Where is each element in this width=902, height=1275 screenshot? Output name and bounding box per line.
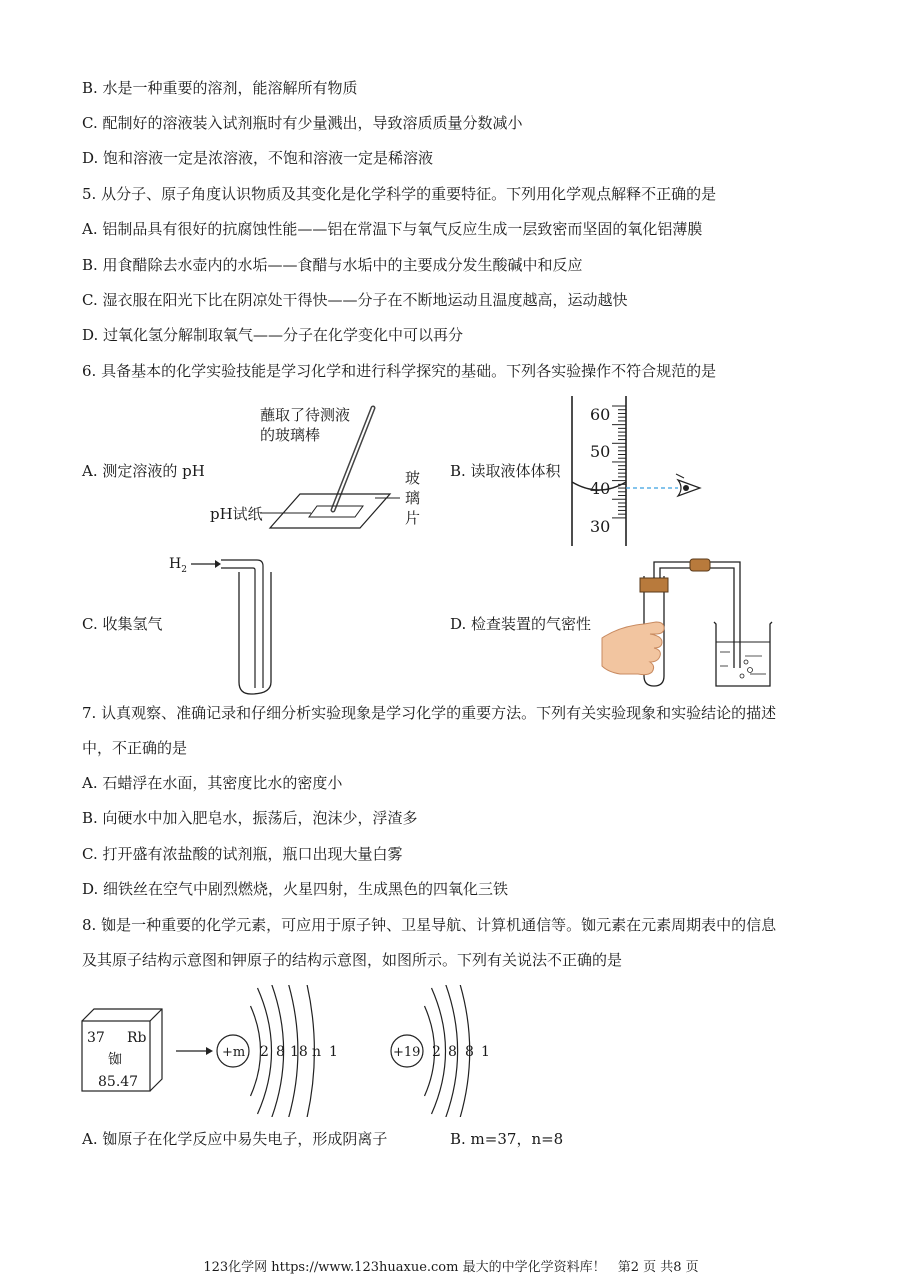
- footer-site: 123化学网 https://www.123huaxue.com 最大的中学化学资料库！: [203, 1260, 606, 1275]
- element-card: [82, 1009, 162, 1091]
- q8-option-b: B. m=37，n=8: [450, 1130, 564, 1148]
- arrow-icon: [215, 560, 221, 568]
- airtightness-figure: [600, 556, 780, 696]
- rod-label-2: 的玻璃棒: [260, 426, 321, 444]
- glass-label-3: 片: [405, 509, 421, 527]
- bubble: [748, 668, 753, 673]
- q4-option-c: C. 配制好的溶液装入试剂瓶时有少量溅出，导致溶质质量分数减小: [82, 114, 523, 132]
- q5-option-a: A. 铝制品具有很好的抗腐蚀性能——铝在常温下与氧气反应生成一层致密而坚固的氧化铝薄膜: [82, 220, 703, 238]
- rb-shell-3-count: 18: [290, 1044, 308, 1060]
- rb-nucleus-charge: +m: [222, 1045, 246, 1060]
- tick-60: 60: [590, 405, 611, 424]
- eye-icon: [676, 474, 700, 496]
- q8-option-a: A. 铷原子在化学反应中易失电子，形成阴离子: [82, 1130, 388, 1148]
- bubble: [740, 674, 744, 678]
- ph-test-figure: [205, 398, 435, 538]
- atomic-structure-figure: [80, 985, 520, 1117]
- page-footer: [0, 1256, 902, 1275]
- stopper: [640, 578, 668, 592]
- q7-stem-line-1: 7. 认真观察、准确记录和仔细分析实验现象是学习化学的重要方法。下列有关实验现象和实验结论的描述: [82, 704, 777, 722]
- rubber-connector: [690, 559, 710, 571]
- q5-option-b: B. 用食醋除去水壶内的水垢——食醋与水垢中的主要成分发生酸碱中和反应: [82, 256, 583, 274]
- rb-shell-1-count: 2: [260, 1044, 269, 1060]
- q7-option-a: A. 石蜡浮在水面，其密度比水的密度小: [82, 774, 343, 792]
- k-nucleus-charge: +19: [393, 1045, 421, 1060]
- ph-paper-label: pH试纸: [210, 505, 263, 523]
- tick-40: 40: [590, 479, 611, 498]
- delivery-tube: [221, 560, 263, 688]
- q5-stem: 5. 从分子、原子角度认识物质及其变化是化学科学的重要特征。下列用化学观点解释不正确的是: [82, 185, 717, 203]
- q6-option-c: C. 收集氢气: [82, 615, 163, 633]
- rb-shell-2-count: 8: [276, 1044, 285, 1060]
- q6-stem: 6. 具备基本的化学实验技能是学习化学和进行科学探究的基础。下列各实验操作不符合规范的是: [82, 362, 717, 380]
- element-symbol: Rb: [127, 1030, 147, 1046]
- glass-label-1: 玻: [405, 469, 421, 487]
- tick-30: 30: [590, 517, 611, 536]
- q7-option-b: B. 向硬水中加入肥皂水，振荡后，泡沫少，浮渣多: [82, 809, 418, 827]
- rod-label-1: 蘸取了待测液: [260, 406, 351, 424]
- electron-shell-arc: [251, 1006, 261, 1096]
- q5-option-c: C. 湿衣服在阳光下比在阴凉处干得快——分子在不断地运动且温度越高，运动越快: [82, 291, 628, 309]
- q7-option-c: C. 打开盛有浓盐酸的试剂瓶，瓶口出现大量白雾: [82, 845, 403, 863]
- bubble: [744, 660, 748, 664]
- atomic-mass: 85.47: [98, 1074, 139, 1090]
- q4-option-b: B. 水是一种重要的溶剂，能溶解所有物质: [82, 79, 358, 97]
- beaker: [714, 622, 772, 686]
- footer-page-number: 第2 页 共8 页: [617, 1260, 699, 1275]
- hydrogen-collection-figure: [165, 550, 285, 695]
- glass-label-2: 璃: [405, 489, 421, 507]
- hand-icon: [602, 622, 664, 675]
- q6-option-b: B. 读取液体体积: [450, 462, 561, 480]
- q6-option-d: D. 检查装置的气密性: [450, 615, 592, 633]
- q5-option-d: D. 过氧化氢分解制取氧气——分子在化学变化中可以再分: [82, 326, 464, 344]
- q7-stem-line-2: 中，不正确的是: [82, 739, 188, 757]
- k-shell-4-count: 1: [481, 1044, 490, 1060]
- atomic-number: 37: [87, 1030, 105, 1046]
- element-name: 铷: [108, 1052, 122, 1068]
- rb-shell-5-count: 1: [329, 1044, 338, 1060]
- q8-stem-line-1: 8. 铷是一种重要的化学元素，可应用于原子钟、卫星导航、计算机通信等。铷元素在元素周期表中的信息: [82, 916, 777, 934]
- cylinder-figure: [560, 394, 710, 550]
- glass-plate: [270, 494, 390, 528]
- q8-stem-line-2: 及其原子结构示意图和钾原子的结构示意图，如图所示。下列有关说法不正确的是: [82, 951, 623, 969]
- q4-option-d: D. 饱和溶液一定是浓溶液，不饱和溶液一定是稀溶液: [82, 149, 434, 167]
- k-shell-2-count: 8: [448, 1044, 457, 1060]
- rb-shell-4-count: n: [312, 1044, 322, 1060]
- k-shell-3-count: 8: [465, 1044, 474, 1060]
- q7-option-d: D. 细铁丝在空气中剧烈燃烧，火星四射，生成黑色的四氧化三铁: [82, 880, 509, 898]
- q6-option-a: A. 测定溶液的 pH: [82, 462, 205, 480]
- tick-50: 50: [590, 442, 611, 461]
- gas-label: $H_2$: [169, 556, 187, 575]
- k-shell-1-count: 2: [432, 1044, 441, 1060]
- arrow-icon: [206, 1047, 213, 1055]
